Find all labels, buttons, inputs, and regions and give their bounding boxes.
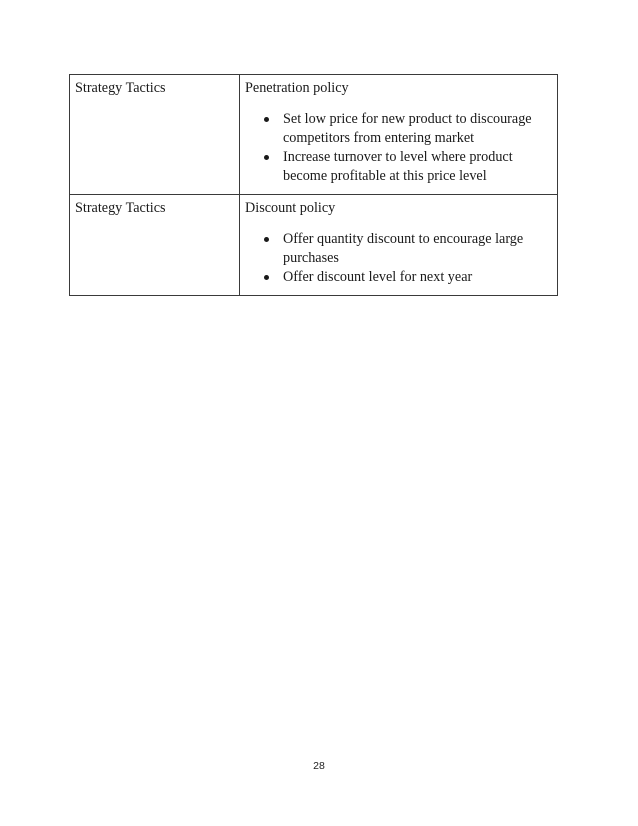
policy-title: Discount policy: [245, 200, 336, 216]
bullet-item: Offer discount level for next year: [283, 268, 552, 287]
bullet-list: [245, 230, 552, 287]
bullet-item: Set low price for new product to discourage competitors from entering market: [283, 110, 552, 148]
policy-title: Penetration policy: [245, 80, 349, 96]
bullet-list: [245, 110, 552, 186]
table-row: [70, 195, 558, 296]
policy-cell: [240, 195, 558, 296]
policy-cell: [240, 75, 558, 195]
row-label-cell: [70, 75, 240, 195]
bullet-item: Increase turnover to level where product become profitable at this price level: [283, 148, 552, 186]
strategy-tactics-table: [69, 74, 558, 296]
table-row: [70, 75, 558, 195]
page-number: 28: [313, 760, 325, 772]
row-label-cell: [70, 195, 240, 296]
bullet-item: Offer quantity discount to encourage large purchases: [283, 230, 552, 268]
row-label: Strategy Tactics: [75, 80, 166, 96]
row-label: Strategy Tactics: [75, 200, 166, 216]
